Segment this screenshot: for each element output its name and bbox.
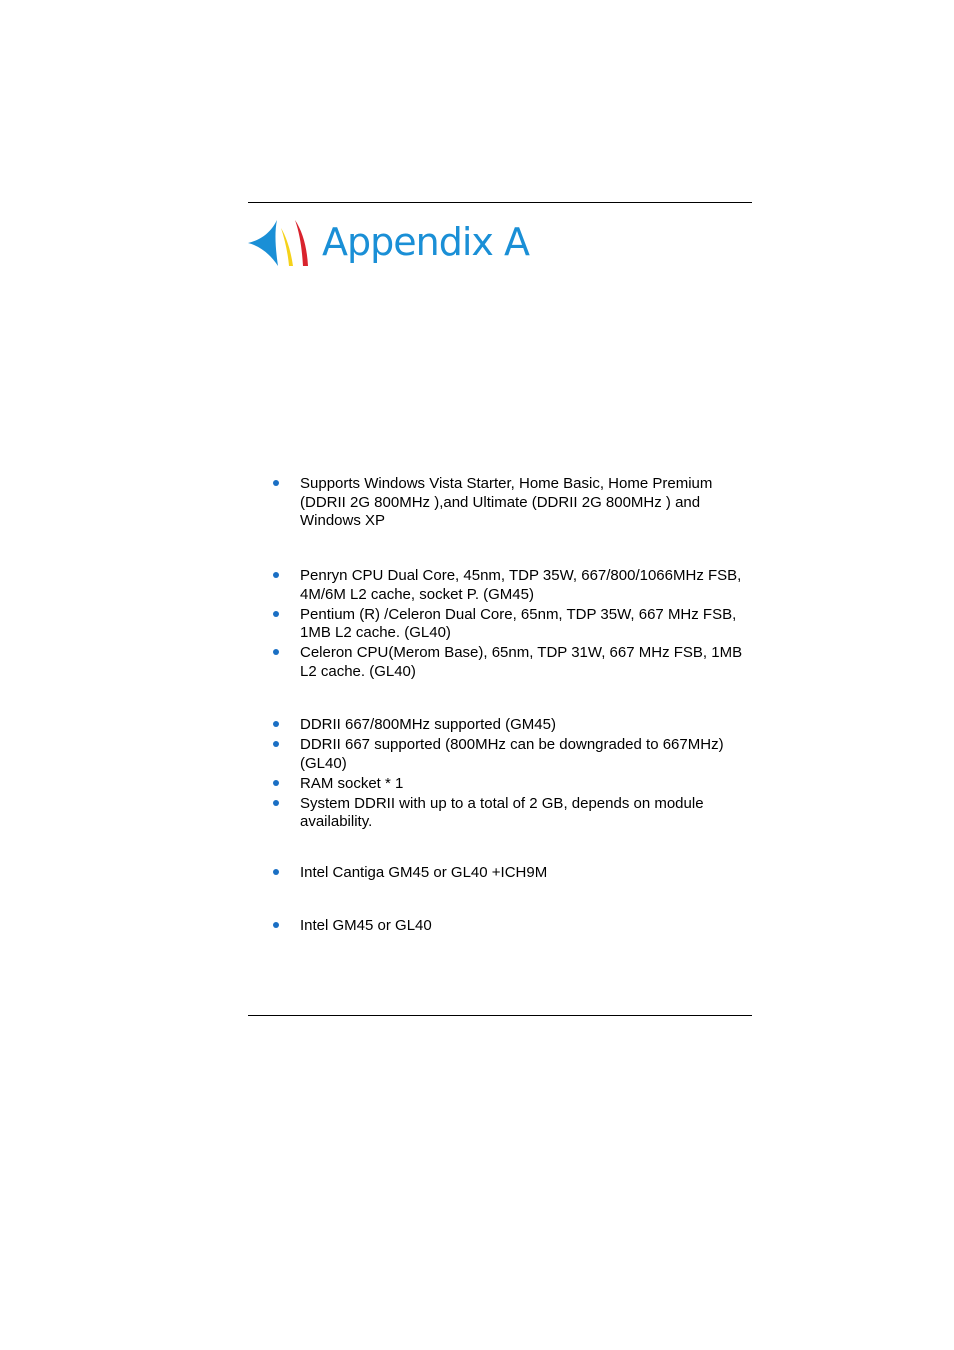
list-item-text: Celeron CPU(Merom Base), 65nm, TDP 31W, 667 MHz FSB, 1MB L2 cache. (GL40) bbox=[300, 644, 743, 680]
bullet-icon bbox=[273, 480, 279, 486]
appendix-heading bbox=[248, 212, 529, 272]
list-item-text: DDRII 667/800MHz supported (GM45) bbox=[300, 716, 556, 733]
os-support-list bbox=[270, 475, 750, 532]
list-item bbox=[270, 716, 750, 735]
vga-list bbox=[270, 917, 750, 937]
bottom-divider bbox=[248, 1015, 752, 1016]
list-item-text: Supports Windows Vista Starter, Home Basic, Home Premium (DDRII 2G 800MHz ),and Ultimate (DDRII 2G 800MHz ) and Windows XP bbox=[300, 475, 713, 529]
bullet-icon bbox=[273, 721, 279, 727]
bullet-icon bbox=[273, 800, 279, 806]
list-item bbox=[270, 864, 750, 883]
list-item bbox=[270, 736, 750, 773]
list-item-text: Intel GM45 or GL40 bbox=[300, 917, 432, 934]
list-item-text: Intel Cantiga GM45 or GL40 +ICH9M bbox=[300, 864, 548, 881]
list-item bbox=[270, 567, 750, 604]
list-item-text: Pentium (R) /Celeron Dual Core, 65nm, TDP 35W, 667 MHz FSB, 1MB L2 cache. (GL40) bbox=[300, 605, 737, 641]
list-item bbox=[270, 795, 750, 832]
bullet-icon bbox=[273, 741, 279, 747]
bullet-icon bbox=[273, 780, 279, 786]
bullet-icon bbox=[273, 922, 279, 928]
list-item bbox=[270, 917, 750, 936]
bullet-icon bbox=[273, 611, 279, 617]
list-item-text: DDRII 667 supported (800MHz can be downgraded to 667MHz)(GL40) bbox=[300, 736, 724, 772]
sail-logo-icon bbox=[248, 216, 312, 268]
list-item bbox=[270, 775, 750, 794]
list-item bbox=[270, 475, 750, 531]
list-item-text: Penryn CPU Dual Core, 45nm, TDP 35W, 667/800/1066MHz FSB, 4M/6M L2 cache, socket P. (GM45) bbox=[300, 567, 742, 603]
bullet-icon bbox=[273, 869, 279, 875]
list-item-text: System DDRII with up to a total of 2 GB, depends on module availability. bbox=[300, 794, 704, 830]
list-item bbox=[270, 644, 750, 681]
chipset-list bbox=[270, 864, 750, 884]
memory-support-list bbox=[270, 716, 750, 833]
list-item-text: RAM socket * 1 bbox=[300, 774, 404, 792]
list-item bbox=[270, 606, 750, 643]
cpu-support-list bbox=[270, 567, 750, 683]
page-title: Appendix A bbox=[322, 220, 529, 264]
bullet-icon bbox=[273, 572, 279, 578]
bullet-icon bbox=[273, 649, 279, 655]
top-divider bbox=[248, 202, 752, 203]
